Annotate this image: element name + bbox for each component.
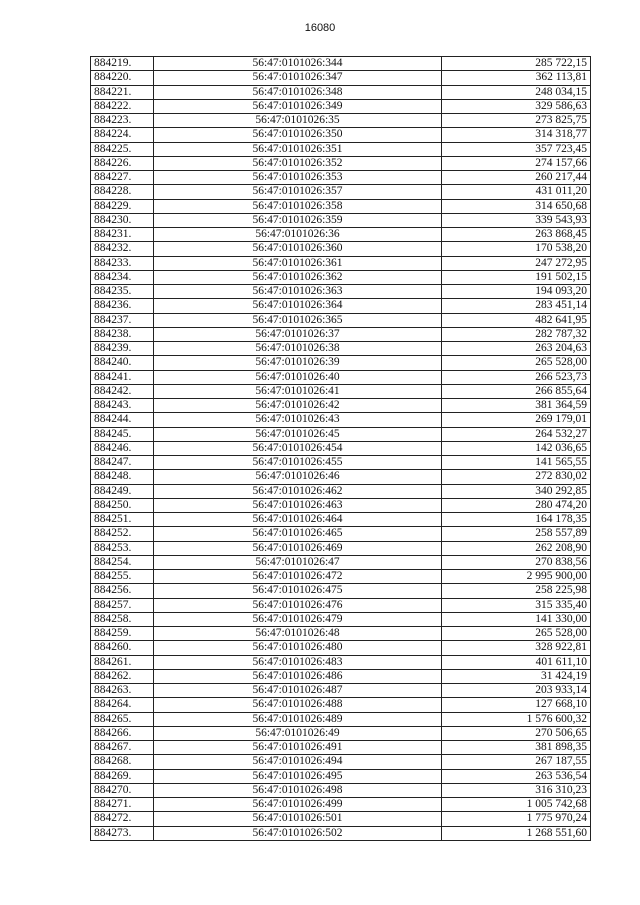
row-number-cell: 884244.	[91, 413, 154, 427]
cadastral-number-cell: 56:47:0101026:43	[154, 413, 442, 427]
cadastral-value-cell: 357 723,45	[442, 142, 591, 156]
row-number-cell: 884239.	[91, 342, 154, 356]
table-row	[91, 513, 591, 527]
cadastral-number-cell: 56:47:0101026:487	[154, 684, 442, 698]
cadastral-value-cell: 260 217,44	[442, 171, 591, 185]
cadastral-number-cell: 56:47:0101026:498	[154, 783, 442, 797]
table-row	[91, 627, 591, 641]
cadastral-number-cell: 56:47:0101026:483	[154, 655, 442, 669]
row-number-cell: 884252.	[91, 527, 154, 541]
cadastral-value-cell: 270 838,56	[442, 555, 591, 569]
row-number-cell: 884273.	[91, 826, 154, 840]
cadastral-number-cell: 56:47:0101026:455	[154, 456, 442, 470]
table-row	[91, 384, 591, 398]
cadastral-value-cell: 267 187,55	[442, 755, 591, 769]
table-row	[91, 185, 591, 199]
table-row	[91, 826, 591, 840]
cadastral-number-cell: 56:47:0101026:49	[154, 726, 442, 740]
table-row	[91, 285, 591, 299]
cadastral-number-cell: 56:47:0101026:39	[154, 356, 442, 370]
cadastral-value-cell: 247 272,95	[442, 256, 591, 270]
cadastral-value-cell: 141 330,00	[442, 612, 591, 626]
cadastral-value-cell: 265 528,00	[442, 627, 591, 641]
row-number-cell: 884268.	[91, 755, 154, 769]
cadastral-value-cell: 191 502,15	[442, 270, 591, 284]
page-number: 16080	[304, 22, 336, 34]
row-number-cell: 884246.	[91, 441, 154, 455]
row-number-cell: 884247.	[91, 456, 154, 470]
cadastral-value-cell: 2 995 900,00	[442, 570, 591, 584]
cadastral-number-cell: 56:47:0101026:494	[154, 755, 442, 769]
row-number-cell: 884228.	[91, 185, 154, 199]
row-number-cell: 884267.	[91, 741, 154, 755]
cadastral-number-cell: 56:47:0101026:488	[154, 698, 442, 712]
table-row	[91, 228, 591, 242]
cadastral-value-cell: 1 268 551,60	[442, 826, 591, 840]
table-row	[91, 812, 591, 826]
table-row	[91, 356, 591, 370]
row-number-cell: 884261.	[91, 655, 154, 669]
row-number-cell: 884231.	[91, 228, 154, 242]
table-row	[91, 641, 591, 655]
table-row	[91, 726, 591, 740]
cadastral-number-cell: 56:47:0101026:362	[154, 270, 442, 284]
cadastral-value-table	[90, 56, 591, 841]
cadastral-number-cell: 56:47:0101026:40	[154, 370, 442, 384]
cadastral-number-cell: 56:47:0101026:486	[154, 669, 442, 683]
row-number-cell: 884251.	[91, 513, 154, 527]
row-number-cell: 884234.	[91, 270, 154, 284]
cadastral-value-cell: 381 898,35	[442, 741, 591, 755]
cadastral-value-cell: 272 830,02	[442, 470, 591, 484]
row-number-cell: 884226.	[91, 156, 154, 170]
cadastral-number-cell: 56:47:0101026:501	[154, 812, 442, 826]
table-row	[91, 456, 591, 470]
cadastral-value-cell: 340 292,85	[442, 484, 591, 498]
row-number-cell: 884221.	[91, 85, 154, 99]
cadastral-number-cell: 56:47:0101026:45	[154, 427, 442, 441]
cadastral-number-cell: 56:47:0101026:37	[154, 327, 442, 341]
row-number-cell: 884254.	[91, 555, 154, 569]
cadastral-number-cell: 56:47:0101026:42	[154, 399, 442, 413]
cadastral-number-cell: 56:47:0101026:344	[154, 57, 442, 71]
row-number-cell: 884238.	[91, 327, 154, 341]
table-row	[91, 399, 591, 413]
table-row	[91, 213, 591, 227]
cadastral-value-cell: 328 922,81	[442, 641, 591, 655]
table-row	[91, 470, 591, 484]
table-row	[91, 270, 591, 284]
row-number-cell: 884223.	[91, 114, 154, 128]
table-row	[91, 413, 591, 427]
cadastral-number-cell: 56:47:0101026:350	[154, 128, 442, 142]
cadastral-value-cell: 164 178,35	[442, 513, 591, 527]
table-row	[91, 71, 591, 85]
table-row	[91, 555, 591, 569]
table-row	[91, 299, 591, 313]
cadastral-value-cell: 314 318,77	[442, 128, 591, 142]
cadastral-value-cell: 280 474,20	[442, 498, 591, 512]
cadastral-number-cell: 56:47:0101026:359	[154, 213, 442, 227]
cadastral-value-cell: 381 364,59	[442, 399, 591, 413]
cadastral-value-cell: 401 611,10	[442, 655, 591, 669]
row-number-cell: 884253.	[91, 541, 154, 555]
row-number-cell: 884242.	[91, 384, 154, 398]
row-number-cell: 884229.	[91, 199, 154, 213]
cadastral-value-cell: 1 005 742,68	[442, 798, 591, 812]
row-number-cell: 884263.	[91, 684, 154, 698]
cadastral-value-cell: 339 543,93	[442, 213, 591, 227]
row-number-cell: 884255.	[91, 570, 154, 584]
cadastral-value-cell: 265 528,00	[442, 356, 591, 370]
table-row	[91, 798, 591, 812]
cadastral-value-cell: 273 825,75	[442, 114, 591, 128]
cadastral-number-cell: 56:47:0101026:479	[154, 612, 442, 626]
table-row	[91, 684, 591, 698]
table-row	[91, 142, 591, 156]
cadastral-value-cell: 274 157,66	[442, 156, 591, 170]
cadastral-number-cell: 56:47:0101026:480	[154, 641, 442, 655]
row-number-cell: 884236.	[91, 299, 154, 313]
cadastral-number-cell: 56:47:0101026:348	[154, 85, 442, 99]
cadastral-value-cell: 258 225,98	[442, 584, 591, 598]
cadastral-number-cell: 56:47:0101026:360	[154, 242, 442, 256]
cadastral-value-cell: 329 586,63	[442, 99, 591, 113]
cadastral-number-cell: 56:47:0101026:469	[154, 541, 442, 555]
cadastral-value-cell: 142 036,65	[442, 441, 591, 455]
table-body	[91, 57, 591, 841]
table-row	[91, 327, 591, 341]
cadastral-number-cell: 56:47:0101026:476	[154, 598, 442, 612]
table-row	[91, 712, 591, 726]
table-row	[91, 427, 591, 441]
table-row	[91, 541, 591, 555]
cadastral-number-cell: 56:47:0101026:463	[154, 498, 442, 512]
cadastral-number-cell: 56:47:0101026:48	[154, 627, 442, 641]
row-number-cell: 884271.	[91, 798, 154, 812]
cadastral-number-cell: 56:47:0101026:358	[154, 199, 442, 213]
row-number-cell: 884270.	[91, 783, 154, 797]
cadastral-number-cell: 56:47:0101026:502	[154, 826, 442, 840]
cadastral-value-cell: 248 034,15	[442, 85, 591, 99]
table-row	[91, 783, 591, 797]
table-row	[91, 441, 591, 455]
cadastral-number-cell: 56:47:0101026:365	[154, 313, 442, 327]
cadastral-number-cell: 56:47:0101026:472	[154, 570, 442, 584]
table-row	[91, 242, 591, 256]
cadastral-value-cell: 170 538,20	[442, 242, 591, 256]
row-number-cell: 884269.	[91, 769, 154, 783]
cadastral-value-cell: 264 532,27	[442, 427, 591, 441]
cadastral-value-cell: 266 523,73	[442, 370, 591, 384]
cadastral-number-cell: 56:47:0101026:35	[154, 114, 442, 128]
cadastral-value-cell: 262 208,90	[442, 541, 591, 555]
row-number-cell: 884227.	[91, 171, 154, 185]
row-number-cell: 884262.	[91, 669, 154, 683]
cadastral-value-cell: 431 011,20	[442, 185, 591, 199]
cadastral-number-cell: 56:47:0101026:46	[154, 470, 442, 484]
cadastral-number-cell: 56:47:0101026:475	[154, 584, 442, 598]
table-row	[91, 498, 591, 512]
cadastral-value-cell: 362 113,81	[442, 71, 591, 85]
row-number-cell: 884240.	[91, 356, 154, 370]
row-number-cell: 884220.	[91, 71, 154, 85]
cadastral-value-cell: 314 650,68	[442, 199, 591, 213]
cadastral-number-cell: 56:47:0101026:347	[154, 71, 442, 85]
cadastral-number-cell: 56:47:0101026:462	[154, 484, 442, 498]
cadastral-value-cell: 263 536,54	[442, 769, 591, 783]
table-row	[91, 527, 591, 541]
row-number-cell: 884265.	[91, 712, 154, 726]
cadastral-number-cell: 56:47:0101026:351	[154, 142, 442, 156]
cadastral-value-cell: 282 787,32	[442, 327, 591, 341]
table-row	[91, 612, 591, 626]
cadastral-value-cell: 283 451,14	[442, 299, 591, 313]
cadastral-value-cell: 316 310,23	[442, 783, 591, 797]
table-row	[91, 57, 591, 71]
table-row	[91, 769, 591, 783]
cadastral-value-cell: 263 204,63	[442, 342, 591, 356]
row-number-cell: 884272.	[91, 812, 154, 826]
cadastral-number-cell: 56:47:0101026:491	[154, 741, 442, 755]
table-row	[91, 99, 591, 113]
row-number-cell: 884219.	[91, 57, 154, 71]
row-number-cell: 884243.	[91, 399, 154, 413]
cadastral-number-cell: 56:47:0101026:363	[154, 285, 442, 299]
table-row	[91, 199, 591, 213]
cadastral-number-cell: 56:47:0101026:364	[154, 299, 442, 313]
cadastral-value-cell: 203 933,14	[442, 684, 591, 698]
table-row	[91, 598, 591, 612]
cadastral-number-cell: 56:47:0101026:495	[154, 769, 442, 783]
cadastral-value-cell: 258 557,89	[442, 527, 591, 541]
cadastral-value-cell: 270 506,65	[442, 726, 591, 740]
table-row	[91, 256, 591, 270]
table-row	[91, 741, 591, 755]
cadastral-value-cell: 266 855,64	[442, 384, 591, 398]
row-number-cell: 884245.	[91, 427, 154, 441]
cadastral-value-cell: 194 093,20	[442, 285, 591, 299]
table-row	[91, 655, 591, 669]
table-row	[91, 85, 591, 99]
table-row	[91, 342, 591, 356]
cadastral-value-cell: 1 576 600,32	[442, 712, 591, 726]
cadastral-value-cell: 141 565,55	[442, 456, 591, 470]
table-row	[91, 370, 591, 384]
cadastral-number-cell: 56:47:0101026:464	[154, 513, 442, 527]
table-row	[91, 114, 591, 128]
row-number-cell: 884235.	[91, 285, 154, 299]
cadastral-number-cell: 56:47:0101026:454	[154, 441, 442, 455]
row-number-cell: 884256.	[91, 584, 154, 598]
cadastral-number-cell: 56:47:0101026:352	[154, 156, 442, 170]
row-number-cell: 884225.	[91, 142, 154, 156]
row-number-cell: 884222.	[91, 99, 154, 113]
cadastral-number-cell: 56:47:0101026:489	[154, 712, 442, 726]
row-number-cell: 884250.	[91, 498, 154, 512]
cadastral-number-cell: 56:47:0101026:353	[154, 171, 442, 185]
cadastral-number-cell: 56:47:0101026:47	[154, 555, 442, 569]
row-number-cell: 884237.	[91, 313, 154, 327]
row-number-cell: 884224.	[91, 128, 154, 142]
cadastral-number-cell: 56:47:0101026:38	[154, 342, 442, 356]
row-number-cell: 884233.	[91, 256, 154, 270]
row-number-cell: 884266.	[91, 726, 154, 740]
row-number-cell: 884264.	[91, 698, 154, 712]
table-row	[91, 156, 591, 170]
cadastral-number-cell: 56:47:0101026:349	[154, 99, 442, 113]
cadastral-value-cell: 127 668,10	[442, 698, 591, 712]
cadastral-number-cell: 56:47:0101026:357	[154, 185, 442, 199]
table-row	[91, 313, 591, 327]
cadastral-number-cell: 56:47:0101026:41	[154, 384, 442, 398]
row-number-cell: 884241.	[91, 370, 154, 384]
table-row	[91, 698, 591, 712]
table-row	[91, 570, 591, 584]
row-number-cell: 884248.	[91, 470, 154, 484]
cadastral-number-cell: 56:47:0101026:361	[154, 256, 442, 270]
cadastral-value-cell: 269 179,01	[442, 413, 591, 427]
cadastral-number-cell: 56:47:0101026:499	[154, 798, 442, 812]
row-number-cell: 884232.	[91, 242, 154, 256]
row-number-cell: 884257.	[91, 598, 154, 612]
cadastral-number-cell: 56:47:0101026:465	[154, 527, 442, 541]
cadastral-value-cell: 315 335,40	[442, 598, 591, 612]
cadastral-value-cell: 1 775 970,24	[442, 812, 591, 826]
cadastral-value-cell: 263 868,45	[442, 228, 591, 242]
cadastral-value-cell: 285 722,15	[442, 57, 591, 71]
cadastral-value-cell: 482 641,95	[442, 313, 591, 327]
table-row	[91, 484, 591, 498]
row-number-cell: 884258.	[91, 612, 154, 626]
table-row	[91, 128, 591, 142]
table-row	[91, 755, 591, 769]
cadastral-number-cell: 56:47:0101026:36	[154, 228, 442, 242]
row-number-cell: 884230.	[91, 213, 154, 227]
table-row	[91, 171, 591, 185]
row-number-cell: 884260.	[91, 641, 154, 655]
table-row	[91, 669, 591, 683]
table-row	[91, 584, 591, 598]
row-number-cell: 884249.	[91, 484, 154, 498]
row-number-cell: 884259.	[91, 627, 154, 641]
cadastral-value-cell: 31 424,19	[442, 669, 591, 683]
